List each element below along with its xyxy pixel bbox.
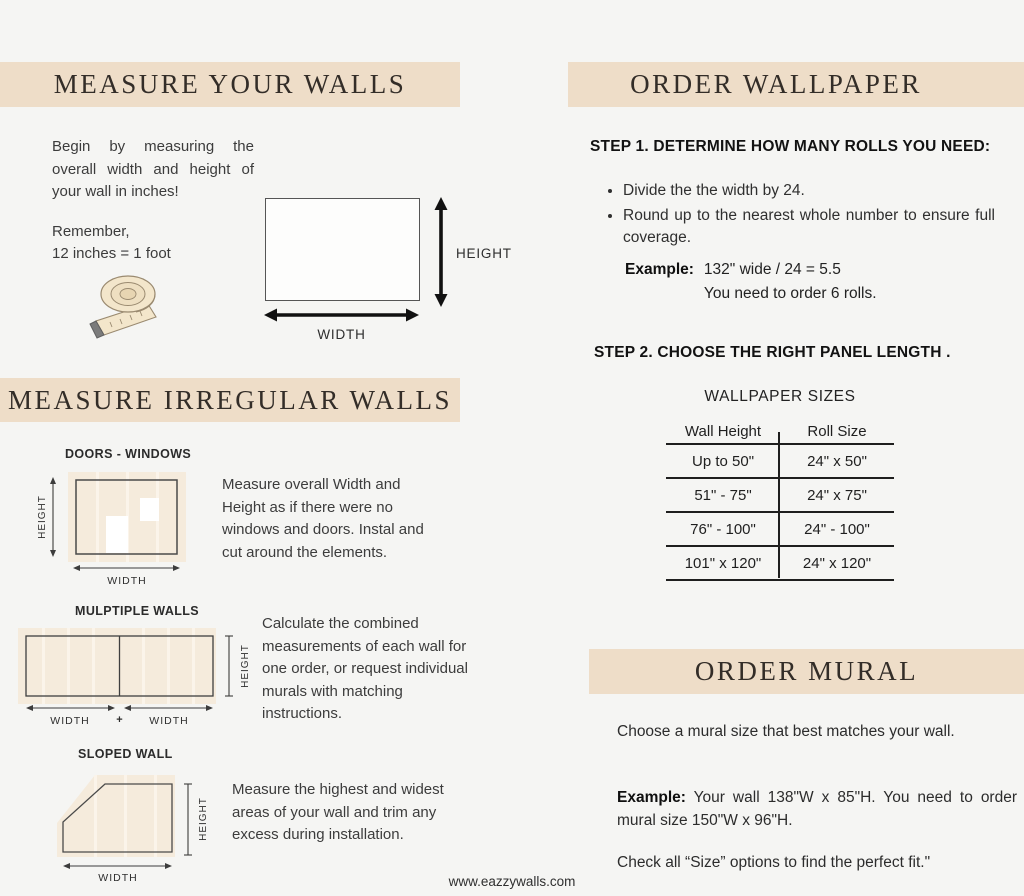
height-arrow bbox=[431, 196, 451, 308]
cell-wall-height: 51" - 75" bbox=[694, 486, 752, 504]
width-label: WIDTH bbox=[317, 327, 366, 342]
step1-bullet-list bbox=[605, 180, 995, 252]
cell-wall-height: 101" x 120" bbox=[684, 554, 762, 572]
sloped-wall-height-label: HEIGHT bbox=[198, 797, 209, 841]
order-wallpaper-title: ORDER WALLPAPER bbox=[630, 69, 922, 99]
table-header-row bbox=[666, 420, 894, 445]
plus-sign: + bbox=[116, 714, 123, 726]
mural-example-label: Example: bbox=[617, 789, 686, 806]
col-header-roll-size: Roll Size bbox=[807, 423, 867, 440]
doors-windows-height-label: HEIGHT bbox=[37, 495, 48, 539]
mural-example-text: Your wall 138"W x 85"H. You need to order mural size 150"W x 96"H. bbox=[617, 789, 1017, 830]
wallpaper-sizes-table bbox=[666, 420, 894, 581]
multiple-walls-label: MULPTIPLE WALLS bbox=[75, 604, 200, 618]
cell-roll-size: 24" x 120" bbox=[802, 554, 872, 572]
table-row bbox=[666, 479, 894, 513]
sloped-wall-text: Measure the highest and widest areas of your wall and trim any excess during installation. bbox=[232, 781, 444, 843]
order-wallpaper-banner bbox=[568, 62, 1024, 107]
doors-windows-diagram bbox=[20, 462, 230, 592]
multiple-walls-text: Calculate the combined measurements of each wall for one order, or request individual murals with matching instructions. bbox=[262, 615, 468, 722]
doors-windows-width-label: WIDTH bbox=[107, 575, 147, 587]
order-mural-banner bbox=[589, 649, 1024, 694]
wallpaper-sizes-title: WALLPAPER SIZES bbox=[704, 388, 856, 405]
cell-roll-size: 24" x 50" bbox=[807, 452, 867, 470]
irregular-walls-banner bbox=[0, 378, 460, 422]
mural-example bbox=[617, 786, 1017, 833]
example-line-2: You need to order 6 rolls. bbox=[703, 285, 877, 303]
step1-example bbox=[625, 258, 877, 306]
table-row bbox=[666, 445, 894, 479]
multiple-walls-diagram bbox=[10, 620, 262, 732]
wall-rectangle-diagram bbox=[265, 198, 420, 301]
multiple-walls-height-label: HEIGHT bbox=[240, 644, 251, 688]
measure-walls-title: MEASURE YOUR WALLS bbox=[53, 69, 407, 99]
mural-paragraph-1: Choose a mural size that best matches your wall. bbox=[617, 723, 955, 740]
table-row bbox=[666, 513, 894, 547]
multiple-walls-width-label-2: WIDTH bbox=[149, 715, 189, 727]
cell-roll-size: 24" x 75" bbox=[807, 486, 867, 504]
doors-windows-text: Measure overall Width and Height as if there were no windows and doors. Instal and cut around the elements. bbox=[222, 476, 424, 561]
table-row bbox=[666, 547, 894, 581]
cell-roll-size: 24" - 100" bbox=[804, 520, 870, 538]
multiple-walls-width-label-1: WIDTH bbox=[50, 715, 90, 727]
irregular-walls-title: MEASURE IRREGULAR WALLS bbox=[7, 384, 453, 415]
height-label: HEIGHT bbox=[456, 246, 512, 261]
remember-line-2: 12 inches = 1 foot bbox=[52, 245, 171, 262]
measure-intro-text: Begin by measuring the overall width and height of your wall in inches! bbox=[52, 138, 254, 200]
website-url: www.eazzywalls.com bbox=[448, 874, 576, 889]
example-line-1: 132" wide / 24 = 5.5 bbox=[703, 261, 841, 278]
table-vertical-divider bbox=[778, 432, 780, 578]
bullet-divide: • Divide the the width by 24. bbox=[623, 180, 995, 202]
tape-measure-icon bbox=[88, 270, 180, 340]
step2-heading: STEP 2. CHOOSE THE RIGHT PANEL LENGTH . bbox=[594, 344, 951, 361]
width-arrow bbox=[263, 305, 420, 325]
mural-paragraph-3: Check all “Size” options to find the perfect fit." bbox=[617, 854, 931, 871]
measure-walls-banner bbox=[0, 62, 460, 107]
example-label: Example: bbox=[625, 261, 694, 278]
col-header-wall-height: Wall Height bbox=[684, 423, 762, 440]
sloped-wall-diagram bbox=[30, 760, 235, 888]
cell-wall-height: Up to 50" bbox=[691, 452, 755, 470]
cell-wall-height: 76" - 100" bbox=[690, 520, 756, 538]
step1-heading: STEP 1. DETERMINE HOW MANY ROLLS YOU NEED: bbox=[590, 138, 991, 155]
order-mural-title: ORDER MURAL bbox=[694, 656, 919, 686]
remember-line-1: Remember, bbox=[52, 223, 130, 240]
doors-windows-label: DOORS - WINDOWS bbox=[65, 447, 192, 461]
sloped-wall-label: SLOPED WALL bbox=[78, 747, 173, 761]
sloped-wall-width-label: WIDTH bbox=[98, 872, 138, 884]
bullet-round-up: • Round up to the nearest whole number to ensure full coverage. bbox=[623, 205, 995, 249]
